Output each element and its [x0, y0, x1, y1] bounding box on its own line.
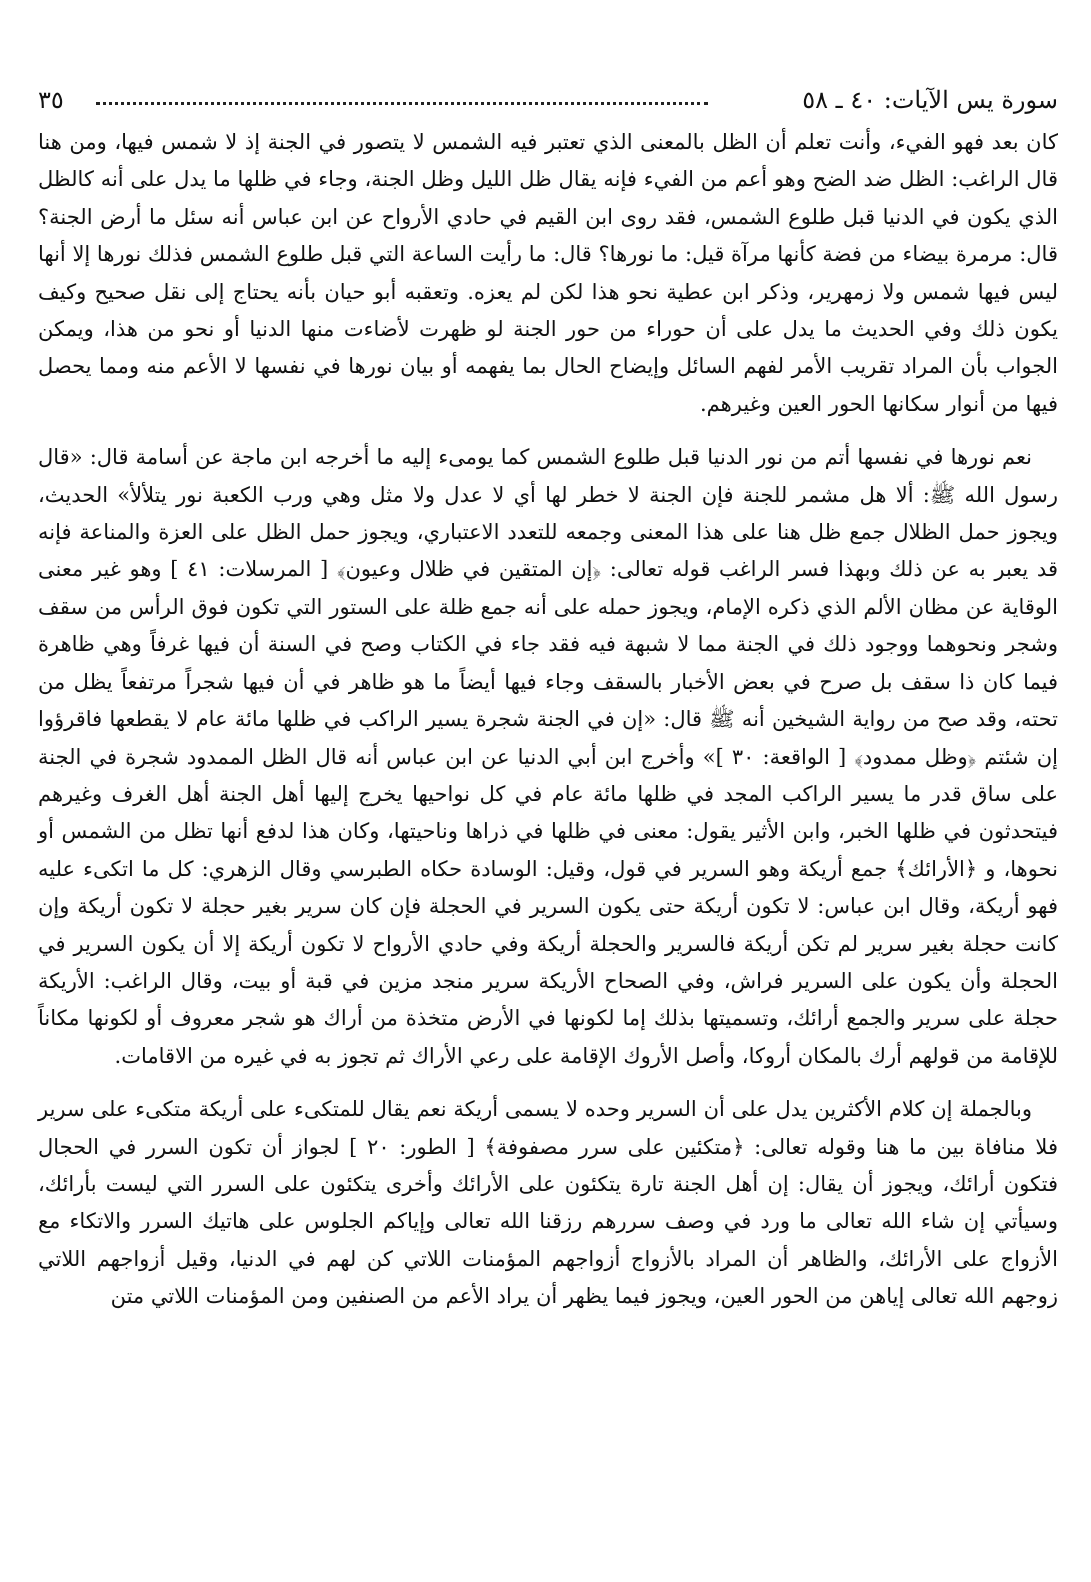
body-paragraph: نعم نورها في نفسها أتم من نور الدنيا قبل طلوع الشمس كما يومىء إليه ما أخرجه ابن ماجة عن أسامة قال: «قال رسول الله ﷺ: ألا هل مشمر للجنة فإن الجنة لا خطر لها أي لا عدل ولا مثل وهي ورب الكعبة نور يتلألأ» الحديث، ويجوز حمل الظلال جمع ظل هنا على هذا المعنى وجمعه للتعدد الاعتباري، ويجوز حمل الظل على العزة والمناعة فإنه قد يعبر به عن ذلك وبهذا فسر الراغب قوله تعالى: ﴿إن المتقين في ظلال وعيون﴾ [ المرسلات: ٤١ ] وهو غير معنى الوقاية عن مظان الألم الذي ذكره الإمام، ويجوز حمله على أنه جمع ظلة على الستور التي تكون فوق الرأس من سقف وشجر ونحوهما ووجود ذلك في الجنة مما لا شبهة فيه فقد جاء في الكتاب وصح في السنة أن فيها غرفاً وهي ظاهرة فيما كان ذا سقف بل صرح في بعض الأخبار بالسقف وجاء فيها أيضاً ما هو ظاهر في أن فيها شجراً مرتفعاً يظل من تحته، وقد صح من رواية الشيخين أنه ﷺ قال: «إن في الجنة شجرة يسير الراكب في ظلها مائة عام لا يقطعها فاقرؤوا إن شئتم ﴿وظل ممدود﴾ [ الواقعة: ٣٠ ]» وأخرج ابن أبي الدنيا عن ابن عباس أنه قال الظل الممدود شجرة في الجنة على ساق قدر ما يسير الراكب المجد في ظلها مائة عام في كل نواحيها يخرج إليها أهل الجنة أهل الغرف وغيرهم فيتحدثون في ظلها الخبر، وابن الأثير يقول: معنى في ظلها في ذراها وناحيتها، وكان هذا لدفع أنها تظل من الشمس أو نحوها، و ﴿الأرائك﴾ جمع أريكة وهو السرير في قول، وقيل: الوسادة حكاه الطبرسي وقال الزهري: كل ما اتكىء عليه فهو أريكة، وقال ابن عباس: لا تكون أريكة حتى يكون السرير في الحجلة فإن كان سرير بغير حجلة لا تكون أريكة وإن كانت حجلة بغير سرير لم تكن أريكة فالسرير والحجلة أريكة وفي حادي الأرواح لا تكون أريكة إلا أن يكون السرير في الحجلة وأن يكون على السرير فراش، وفي الصحاح الأريكة سرير منجد مزين في قبة أو بيت، وقال الراغب: الأريكة حجلة على سرير والجمع أرائك، وتسميتها بذلك إما لكونها في الأرض متخذة من أراك هو شجر معروف أو لكونها مكاناً للإقامة من قولهم أرك بالمكان أروكا، وأصل الأروك الإقامة على رعي الأراك ثم تجوز به في غيره من الاقامات. — [38, 445, 1058, 1068]
body-paragraph: كان بعد فهو الفيء، وأنت تعلم أن الظل بالمعنى الذي تعتبر فيه الشمس لا يتصور في الجنة إذ لا شمس فيها، ومن هنا قال الراغب: الظل ضد الضح وهو أعم من الفيء فإنه يقال ظل الليل وظل الجنة، وجاء في ظلها ما يدل على أنه كالظل الذي يكون في الدنيا قبل طلوع الشمس، فقد روى ابن القيم في حادي الأرواح عن ابن عباس أنه سئل ما أرض الجنة؟ قال: مرمرة بيضاء من فضة كأنها مرآة قيل: ما نورها؟ قال: ما رأيت الساعة التي قبل طلوع الشمس فذلك نورها إلا أنها ليس فيها شمس ولا زمهرير، وذكر ابن عطية نحو هذا لكن لم يعزه. وتعقبه أبو حيان بأنه يحتاج إلى نقل صحيح وكيف يكون ذلك وفي الحديث ما يدل على أن حوراء من حور الجنة لو ظهرت لأضاءت منها الدنيا أو نحو من هذا، ويمكن الجواب بأن المراد تقريب الأمر لفهم السائل وإيضاح الحال بما يفهمه أو بيان نورها في نفسها لا الأعم منه ومما يحصل فيها من أنوار سكانها الحور العين وغيرهم. — [38, 130, 1058, 416]
document-page — [38, 80, 1058, 1316]
header-leader-dots — [96, 102, 708, 105]
page-number: ٣٥ — [38, 86, 64, 114]
running-header — [38, 80, 1058, 120]
body-paragraph: وبالجملة إن كلام الأكثرين يدل على أن السرير وحده لا يسمى أريكة نعم يقال للمتكىء على أريكة متكىء على سرير فلا منافاة بين ما هنا وقوله تعالى: ﴿متكئين على سرر مصفوفة﴾ [ الطور: ٢٠ ] لجواز أن تكون السرر في الحجال فتكون أرائك، ويجوز أن يقال: إن أهل الجنة تارة يتكئون على الأرائك وأخرى يتكئون على السرر التي ليست بأرائك، وسيأتي إن شاء الله تعالى ما ورد في وصف سررهم رزقنا الله تعالى وإياكم الجلوس على هاتيك السرر والاتكاء مع الأزواج على الأرائك، والظاهر أن المراد بالأزواج أزواجهم المؤمنات اللاتي كن لهم في الدنيا، وقيل أزواجهم اللاتي زوجهم الله تعالى إياهن من الحور العين، ويجوز فيما يظهر أن يراد الأعم من الصنفين ومن المؤمنات اللاتي متن — [38, 1097, 1059, 1309]
header-title: سورة يس الآيات: ٤٠ ـ ٥٨ — [802, 86, 1058, 114]
